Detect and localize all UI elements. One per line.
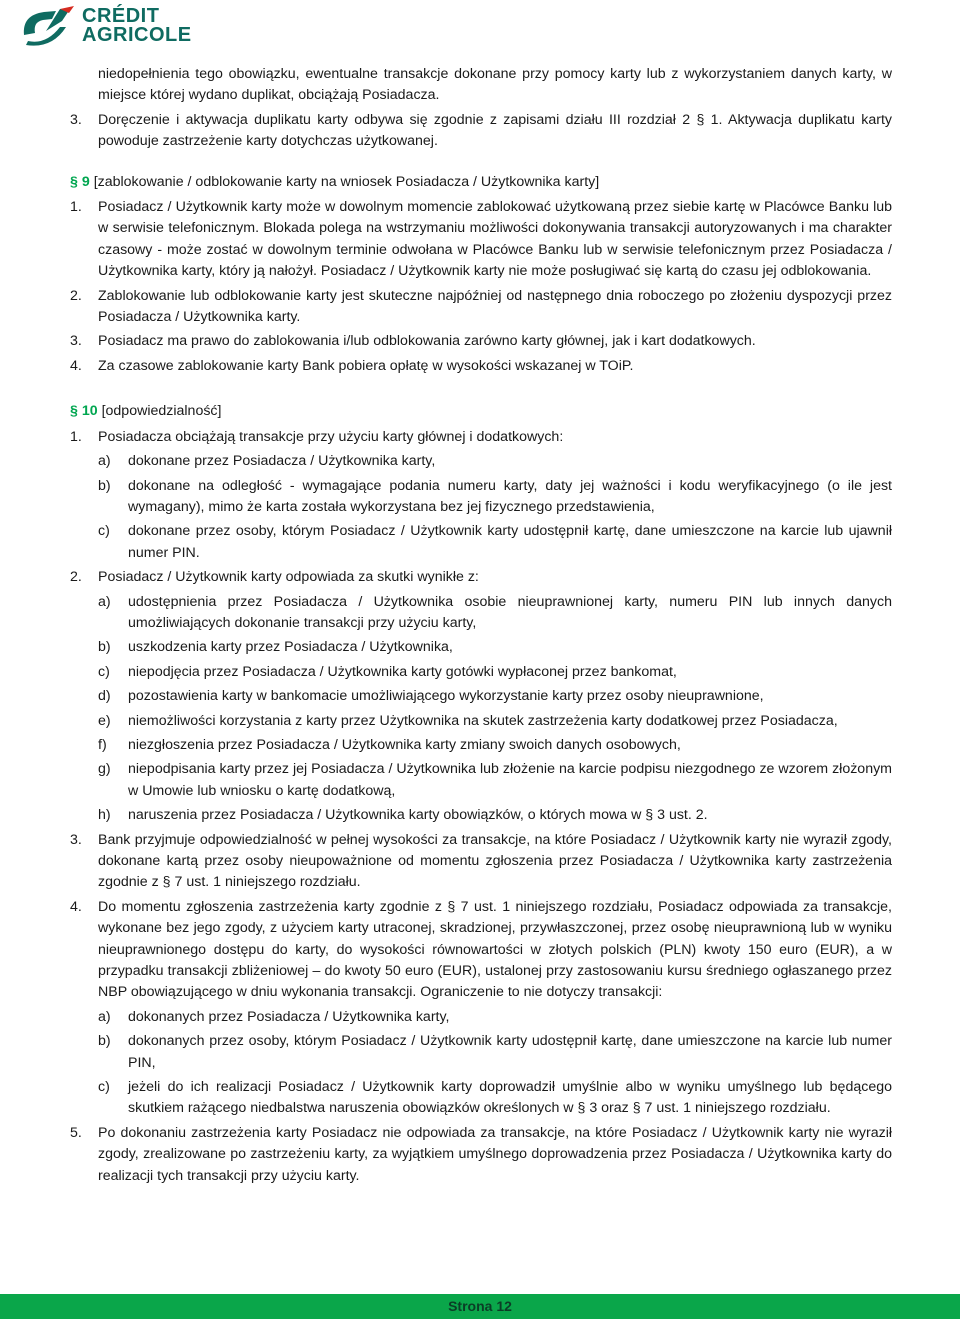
sub-item-letter: a)	[98, 593, 111, 610]
item-text: Posiadacz ma prawo do zablokowania i/lub odblokowania zarówno karty głównej, jak i kart dodatkowych.	[98, 333, 756, 350]
section-9-heading	[70, 172, 892, 193]
item-number: 1.	[70, 428, 82, 445]
list-item	[70, 331, 892, 352]
section-title: [odpowiedzialność]	[101, 403, 222, 420]
sub-item-letter: a)	[98, 1008, 111, 1025]
sub-item-letter: g)	[98, 761, 111, 778]
sub-item-letter: c)	[98, 663, 110, 680]
sub-list-item	[98, 476, 892, 519]
page-footer	[0, 1294, 960, 1319]
item-number: 2.	[70, 569, 82, 586]
section-number: 10	[81, 403, 98, 420]
item-text: Po dokonaniu zastrzeżenia karty Posiadacz nie odpowiada za transakcje, na które Posiadacz / Użytkownik karty nie wyraził zgody, zrealizowane po zastrzeżeniu karty, za wyjątkiem umyślnego doprowadzenia przez Posiadacza / Użytkownika karty do realizacji tych transakcji przy użyciu karty.	[98, 1124, 892, 1184]
sub-item-text: naruszenia przez Posiadacza / Użytkownika karty obowiązków, o których mowa w § 3 ust. 2.	[128, 807, 708, 824]
sub-item-letter: e)	[98, 712, 111, 729]
list-item	[70, 1123, 892, 1187]
sub-item-letter: f)	[98, 736, 107, 753]
sub-item-text: niemożliwości korzystania z karty przez Użytkownika na skutek zastrzeżenia karty dodatkowej przez Posiadacza,	[128, 712, 838, 729]
sub-list-item	[98, 451, 892, 472]
sub-item-text: dokonane na odległość - wymagające podania numeru karty, daty jej ważności i kodu weryfikacyjnego (o ile jest wymagany), mimo że karta została wykorzystana bez jej fizycznego przedstawienia,	[128, 477, 892, 515]
list-item	[70, 197, 892, 283]
list-item	[70, 427, 892, 448]
sub-list-item	[98, 805, 892, 826]
document-body	[70, 64, 892, 1187]
item-number: 3.	[70, 831, 82, 848]
list-item	[70, 830, 892, 894]
sub-list-item	[98, 686, 892, 707]
item-number: 3.	[70, 111, 82, 128]
sub-list-item	[98, 759, 892, 802]
sub-item-letter: b)	[98, 639, 111, 656]
sub-list	[98, 448, 892, 564]
list-item	[70, 567, 892, 588]
sub-item-text: niepodjęcia przez Posiadacza / Użytkownika karty gotówki wypłaconej przez bankomat,	[128, 663, 677, 680]
list-item	[70, 110, 892, 153]
sub-item-text: dokonane przez osoby, którym Posiadacz / Użytkownik karty udostępnił kartę, dane umieszczone na karcie lub ujawnił numer PIN.	[128, 523, 892, 561]
sub-list-item	[98, 1077, 892, 1120]
sub-item-text: jeżeli do ich realizacji Posiadacz / Użytkownik karty doprowadził umyślnie albo w wyniku umyślnego lub będącego skutkiem rażącego niedbalstwa naruszenia obowiązków określonych w § 3 oraz § 7 ust. 1 niniejszego rozdziału.	[128, 1079, 892, 1117]
list-item	[70, 286, 892, 329]
logo-line-1: CRÉDIT	[82, 5, 160, 27]
item-text: Posiadacz / Użytkownik karty może w dowolnym momencie zablokować użytkowaną przez siebie kartę w Placówce Banku lub w serwisie telefonicznym. Blokada polega na wstrzymaniu możliwości dokonywania transakcji autoryzowanych i ma charakter czasowy - może zostać w dowolnym terminie odwołana w Placówce Banku lub w serwisie telefonicznym przez Posiadacza / Użytkownika karty, który ją nałożył. Posiadacz / Użytkownik karty nie może posługiwać się kartą do czasu jej odblokowania.	[98, 199, 892, 280]
item-number: 3.	[70, 333, 82, 350]
sub-item-text: pozostawienia karty w bankomacie umożliwiającego wykorzystanie karty przez osoby nieuprawnione,	[128, 688, 764, 705]
sub-list-item	[98, 1031, 892, 1074]
item-text: Posiadacza obciążają transakcje przy użyciu karty głównej i dodatkowych:	[98, 428, 564, 445]
sub-list-item	[98, 711, 892, 732]
sub-item-text: dokonanych przez Posiadacza / Użytkownika karty,	[128, 1008, 450, 1025]
sub-item-text: niezgłoszenia przez Posiadacza / Użytkownika karty zmiany swoich danych osobowych,	[128, 736, 681, 753]
item-number: 1.	[70, 199, 82, 216]
sub-item-text: uszkodzenia karty przez Posiadacza / Użytkownika,	[128, 639, 453, 656]
section-number: 9	[81, 173, 90, 190]
item-number: 2.	[70, 287, 82, 304]
item-text: Posiadacz / Użytkownik karty odpowiada za skutki wynikłe z:	[98, 569, 479, 586]
item-number: 4.	[70, 357, 82, 374]
sub-list-item	[98, 637, 892, 658]
sub-item-letter: a)	[98, 453, 111, 470]
bank-logo	[16, 5, 192, 47]
sub-item-letter: c)	[98, 523, 110, 540]
sub-list-item	[98, 521, 892, 564]
sub-list	[98, 589, 892, 827]
item-number: 5.	[70, 1124, 82, 1141]
page-number: Strona 12	[448, 1298, 512, 1314]
sub-item-text: niepodpisania karty przez jej Posiadacza / Użytkownika lub złożenie na karcie podpisu niezgodnego ze wzorem złożonym w Umowie lub wniosku o kartę dodatkową,	[128, 761, 892, 799]
item-text: Zablokowanie lub odblokowanie karty jest skuteczne najpóźniej od następnego dnia roboczego po złożeniu dyspozycji przez Posiadacza / Użytkownika karty.	[98, 287, 892, 326]
list-item	[70, 897, 892, 1004]
item-number: 4.	[70, 898, 82, 915]
sub-list-item	[98, 662, 892, 683]
section-10-heading	[70, 401, 892, 422]
sub-list	[98, 1004, 892, 1120]
section-symbol: §	[70, 173, 78, 190]
sub-list-item	[98, 1007, 892, 1028]
sub-item-letter: h)	[98, 807, 111, 824]
section-title: [zablokowanie / odblokowanie karty na wniosek Posiadacza / Użytkownika karty]	[93, 173, 600, 190]
item-text: Do momentu zgłoszenia zastrzeżenia karty zgodnie z § 7 ust. 1 niniejszego rozdziału, Posiadacz odpowiada za transakcje, wykonane bez jego zgody, z użyciem karty utraconej, skradzionej, przywłaszczonej, przez osobę nieuprawnioną lub w wyniku nieuprawnionego dostępu do karty, do wysokości równowartości w złotych polskich (PLN) kwoty 150 euro (EUR), a w przypadku transakcji zbliżeniowej – do kwoty 50 euro (EUR), ustalonej przy zastosowaniu kursu średniego ogłaszanego przez NBP obowiązującego w dniu wykonania transakcji. Ograniczenie to nie dotyczy transakcji:	[98, 898, 892, 1001]
sub-list-item	[98, 735, 892, 756]
continuation-paragraph: niedopełnienia tego obowiązku, ewentualne transakcje dokonane przy pomocy karty lub z wykorzystaniem danych karty, w miejsce której wydano duplikat, obciążają Posiadacza.	[98, 66, 892, 104]
sub-item-text: dokonane przez Posiadacza / Użytkownika karty,	[128, 453, 436, 470]
section-symbol: §	[70, 403, 78, 420]
list-item	[70, 356, 892, 377]
sub-item-letter: d)	[98, 688, 111, 705]
sub-item-letter: c)	[98, 1079, 110, 1096]
sub-item-text: udostępnienia przez Posiadacza / Użytkownika osobie nieuprawnionej karty, numeru PIN lub innych danych umożliwiających dokonanie transakcji przy użyciu karty,	[128, 593, 892, 631]
item-text: Bank przyjmuje odpowiedzialność w pełnej wysokości za transakcje, na które Posiadacz / Użytkownik karty nie wyraził zgody, dokonane kartą przez osoby nieupoważnione od momentu zgłoszenia przez Posiadacza / Użytkownika karty zastrzeżenia zgodnie z § 7 ust. 1 niniejszego rozdziału.	[98, 831, 892, 891]
credit-agricole-emblem-icon	[16, 5, 76, 47]
sub-list-item	[98, 592, 892, 635]
sub-item-text: dokonanych przez osoby, którym Posiadacz / Użytkownik karty udostępnił kartę, dane umieszczone na karcie lub numer PIN,	[128, 1033, 892, 1071]
item-text: Za czasowe zablokowanie karty Bank pobiera opłatę w wysokości wskazanej w TOiP.	[98, 357, 634, 374]
sub-item-letter: b)	[98, 477, 111, 494]
logo-line-2: AGRICOLE	[82, 24, 192, 46]
item-text: Doręczenie i aktywacja duplikatu karty odbywa się zgodnie z zapisami działu III rozdział 2 § 1. Aktywacja duplikatu karty powoduje zastrzeżenie karty dotychczas użytkowanej.	[98, 111, 892, 150]
sub-item-letter: b)	[98, 1033, 111, 1050]
